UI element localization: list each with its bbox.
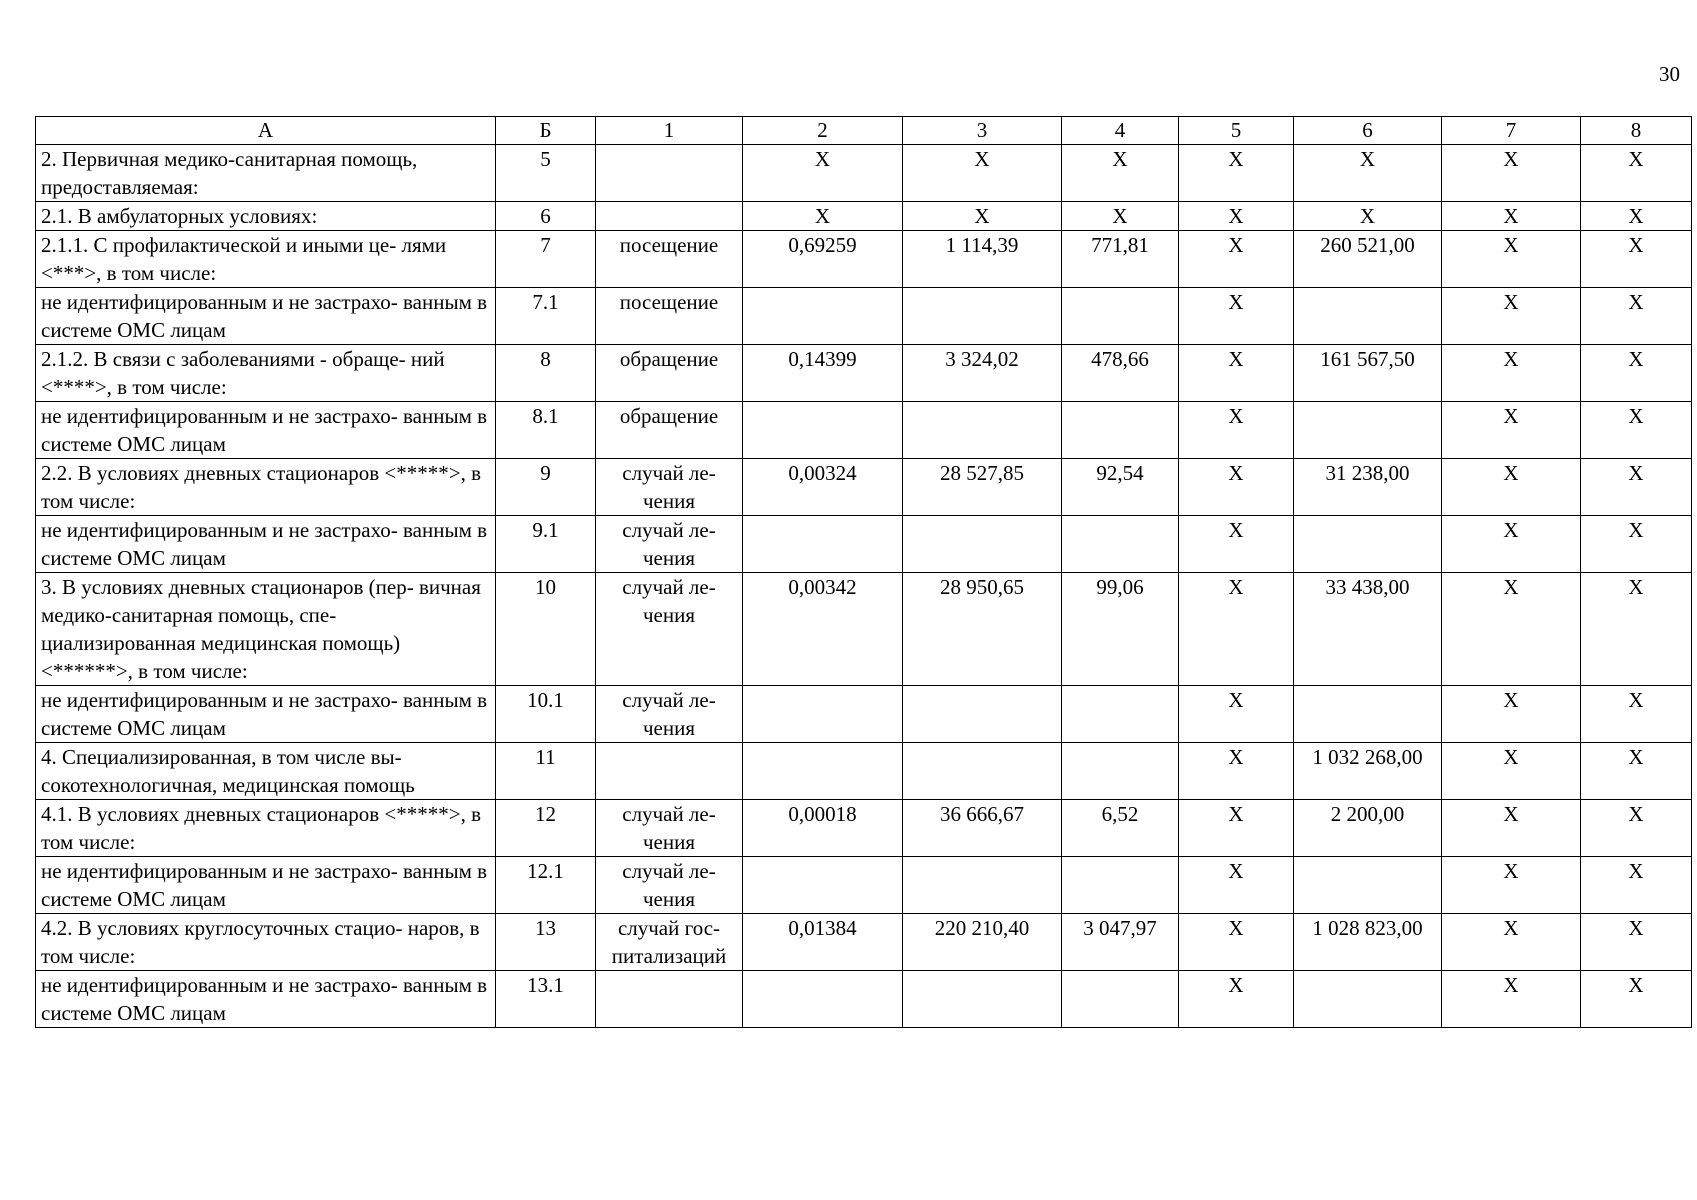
cell-total-cost: 260 521,00 [1294, 231, 1442, 288]
cell-per-capita [1062, 402, 1179, 459]
cell-col-8: Х [1581, 402, 1692, 459]
data-table [35, 116, 1692, 1028]
cell-col-5: Х [1179, 459, 1294, 516]
cell-row-label: не идентифицированным и не застрахо- ванным в системе ОМС лицам [36, 288, 496, 345]
cell-cost-per-unit [903, 288, 1062, 345]
cell-row-code: 9.1 [496, 516, 596, 573]
cell-unit: случай ле- чения [596, 516, 743, 573]
cell-unit [596, 145, 743, 202]
cell-unit: обращение [596, 402, 743, 459]
cell-row-code: 12 [496, 800, 596, 857]
cell-row-label: не идентифицированным и не застрахо- ванным в системе ОМС лицам [36, 402, 496, 459]
table-row [36, 402, 1692, 459]
cell-row-code: 7.1 [496, 288, 596, 345]
cell-row-code: 12.1 [496, 857, 596, 914]
cell-per-capita [1062, 288, 1179, 345]
cell-row-label: 2.1. В амбулаторных условиях: [36, 202, 496, 231]
cell-cost-per-unit [903, 857, 1062, 914]
cell-row-label: 4.1. В условиях дневных стационаров <*****>, в том числе: [36, 800, 496, 857]
cell-cost-per-unit: 1 114,39 [903, 231, 1062, 288]
cell-total-cost: Х [1294, 202, 1442, 231]
cell-per-capita [1062, 857, 1179, 914]
cell-volume [743, 971, 903, 1028]
cell-col-8: Х [1581, 743, 1692, 800]
table-row [36, 800, 1692, 857]
cell-col-7: Х [1442, 971, 1581, 1028]
cell-row-label: 2.2. В условиях дневных стационаров <*****>, в том числе: [36, 459, 496, 516]
header-cell-a: А [36, 117, 496, 145]
cell-col-5: Х [1179, 743, 1294, 800]
table-row [36, 516, 1692, 573]
header-cell-6: 6 [1294, 117, 1442, 145]
cell-row-code: 5 [496, 145, 596, 202]
cell-unit: обращение [596, 345, 743, 402]
cell-unit: случай ле- чения [596, 857, 743, 914]
cell-col-8: Х [1581, 971, 1692, 1028]
header-cell-7: 7 [1442, 117, 1581, 145]
cell-col-8: Х [1581, 202, 1692, 231]
cell-col-7: Х [1442, 914, 1581, 971]
cell-row-code: 10.1 [496, 686, 596, 743]
cell-col-8: Х [1581, 231, 1692, 288]
table-body [36, 117, 1692, 1028]
cell-volume [743, 743, 903, 800]
cell-per-capita: 92,54 [1062, 459, 1179, 516]
cell-col-5: Х [1179, 573, 1294, 686]
cell-col-8: Х [1581, 914, 1692, 971]
cell-total-cost [1294, 686, 1442, 743]
header-cell-8: 8 [1581, 117, 1692, 145]
cell-row-code: 13.1 [496, 971, 596, 1028]
cell-volume [743, 686, 903, 743]
cell-volume: Х [743, 202, 903, 231]
cell-col-8: Х [1581, 145, 1692, 202]
cell-row-code: 8 [496, 345, 596, 402]
cell-total-cost: 31 238,00 [1294, 459, 1442, 516]
cell-volume: 0,00324 [743, 459, 903, 516]
cell-row-code: 8.1 [496, 402, 596, 459]
cell-col-7: Х [1442, 857, 1581, 914]
cell-col-8: Х [1581, 288, 1692, 345]
cell-col-7: Х [1442, 686, 1581, 743]
header-cell-5: 5 [1179, 117, 1294, 145]
cell-col-8: Х [1581, 345, 1692, 402]
table-row [36, 914, 1692, 971]
header-cell-2: 2 [743, 117, 903, 145]
cell-col-8: Х [1581, 573, 1692, 686]
cell-row-label: 4.2. В условиях круглосуточных стацио- наров, в том числе: [36, 914, 496, 971]
cell-total-cost: 161 567,50 [1294, 345, 1442, 402]
cell-unit: случай ле- чения [596, 573, 743, 686]
cell-col-5: Х [1179, 202, 1294, 231]
cell-row-code: 9 [496, 459, 596, 516]
cell-col-7: Х [1442, 288, 1581, 345]
cell-per-capita [1062, 516, 1179, 573]
cell-col-5: Х [1179, 971, 1294, 1028]
cell-col-7: Х [1442, 573, 1581, 686]
cell-volume [743, 288, 903, 345]
cell-cost-per-unit [903, 686, 1062, 743]
cell-col-5: Х [1179, 686, 1294, 743]
cell-unit: случай ле- чения [596, 686, 743, 743]
cell-cost-per-unit [903, 743, 1062, 800]
cell-total-cost [1294, 402, 1442, 459]
header-cell-b: Б [496, 117, 596, 145]
table-row [36, 686, 1692, 743]
cell-volume [743, 402, 903, 459]
cell-col-7: Х [1442, 345, 1581, 402]
header-cell-1: 1 [596, 117, 743, 145]
table-row [36, 573, 1692, 686]
cell-per-capita [1062, 971, 1179, 1028]
table-row [36, 145, 1692, 202]
cell-col-5: Х [1179, 516, 1294, 573]
table-row [36, 202, 1692, 231]
table-row [36, 971, 1692, 1028]
cell-per-capita: 3 047,97 [1062, 914, 1179, 971]
cell-row-code: 7 [496, 231, 596, 288]
cell-cost-per-unit [903, 402, 1062, 459]
cell-volume: 0,00342 [743, 573, 903, 686]
cell-row-code: 13 [496, 914, 596, 971]
cell-row-label: не идентифицированным и не застрахо- ванным в системе ОМС лицам [36, 686, 496, 743]
table-row [36, 288, 1692, 345]
cell-per-capita: 771,81 [1062, 231, 1179, 288]
cell-col-7: Х [1442, 231, 1581, 288]
cell-col-7: Х [1442, 459, 1581, 516]
cell-cost-per-unit: 36 666,67 [903, 800, 1062, 857]
cell-row-label: не идентифицированным и не застрахо- ванным в системе ОМС лицам [36, 971, 496, 1028]
cell-total-cost [1294, 516, 1442, 573]
table-row [36, 231, 1692, 288]
cell-total-cost: 1 028 823,00 [1294, 914, 1442, 971]
cell-total-cost: 1 032 268,00 [1294, 743, 1442, 800]
cell-col-7: Х [1442, 202, 1581, 231]
cell-per-capita: 99,06 [1062, 573, 1179, 686]
cell-total-cost [1294, 857, 1442, 914]
table-row [36, 459, 1692, 516]
cell-col-8: Х [1581, 800, 1692, 857]
cell-unit [596, 971, 743, 1028]
cell-total-cost: Х [1294, 145, 1442, 202]
cell-col-7: Х [1442, 800, 1581, 857]
cell-row-code: 10 [496, 573, 596, 686]
cell-col-8: Х [1581, 686, 1692, 743]
cell-col-5: Х [1179, 914, 1294, 971]
cell-row-label: 3. В условиях дневных стационаров (пер- вичная медико-санитарная помощь, спе- циализированная медицинская помощь) <******>, в том числе: [36, 573, 496, 686]
cell-total-cost [1294, 971, 1442, 1028]
cell-cost-per-unit: Х [903, 145, 1062, 202]
cell-col-5: Х [1179, 288, 1294, 345]
cell-col-5: Х [1179, 800, 1294, 857]
cell-cost-per-unit: 28 527,85 [903, 459, 1062, 516]
cell-per-capita: Х [1062, 145, 1179, 202]
table-row [36, 743, 1692, 800]
cell-col-8: Х [1581, 857, 1692, 914]
cell-volume: 0,14399 [743, 345, 903, 402]
cell-per-capita: 478,66 [1062, 345, 1179, 402]
cell-row-label: не идентифицированным и не застрахо- ванным в системе ОМС лицам [36, 857, 496, 914]
cell-col-8: Х [1581, 516, 1692, 573]
cell-unit: случай ле- чения [596, 800, 743, 857]
cell-unit [596, 202, 743, 231]
cell-total-cost [1294, 288, 1442, 345]
cell-col-5: Х [1179, 345, 1294, 402]
cell-cost-per-unit: 3 324,02 [903, 345, 1062, 402]
cell-unit: посещение [596, 288, 743, 345]
cell-volume: Х [743, 145, 903, 202]
cell-cost-per-unit: 28 950,65 [903, 573, 1062, 686]
cell-unit: случай ле- чения [596, 459, 743, 516]
cell-row-label: не идентифицированным и не застрахо- ванным в системе ОМС лицам [36, 516, 496, 573]
cell-row-label: 2.1.2. В связи с заболеваниями - обраще- ний <****>, в том числе: [36, 345, 496, 402]
cell-row-label: 4. Специализированная, в том числе вы- сокотехнологичная, медицинская помощь [36, 743, 496, 800]
cell-unit: посещение [596, 231, 743, 288]
cell-row-label: 2.1.1. С профилактической и иными це- лями <***>, в том числе: [36, 231, 496, 288]
cell-col-5: Х [1179, 145, 1294, 202]
cell-cost-per-unit [903, 971, 1062, 1028]
cell-volume [743, 516, 903, 573]
table-row [36, 857, 1692, 914]
cell-volume [743, 857, 903, 914]
cell-cost-per-unit: 220 210,40 [903, 914, 1062, 971]
cell-col-5: Х [1179, 857, 1294, 914]
cell-volume: 0,01384 [743, 914, 903, 971]
cell-unit [596, 743, 743, 800]
cell-unit: случай гос- питализаций [596, 914, 743, 971]
cell-col-8: Х [1581, 459, 1692, 516]
page-number: 30 [1659, 62, 1680, 86]
cell-col-5: Х [1179, 231, 1294, 288]
cell-per-capita [1062, 743, 1179, 800]
cell-total-cost: 2 200,00 [1294, 800, 1442, 857]
cell-volume: 0,69259 [743, 231, 903, 288]
cell-per-capita: Х [1062, 202, 1179, 231]
header-cell-3: 3 [903, 117, 1062, 145]
cell-per-capita [1062, 686, 1179, 743]
table-header-row [36, 117, 1692, 145]
cell-row-code: 6 [496, 202, 596, 231]
cell-col-7: Х [1442, 743, 1581, 800]
cell-row-code: 11 [496, 743, 596, 800]
cell-cost-per-unit [903, 516, 1062, 573]
cell-col-7: Х [1442, 516, 1581, 573]
cell-cost-per-unit: Х [903, 202, 1062, 231]
cell-col-5: Х [1179, 402, 1294, 459]
table-row [36, 345, 1692, 402]
cell-col-7: Х [1442, 145, 1581, 202]
cell-row-label: 2. Первичная медико-санитарная помощь, предоставляемая: [36, 145, 496, 202]
cell-col-7: Х [1442, 402, 1581, 459]
header-cell-4: 4 [1062, 117, 1179, 145]
cell-volume: 0,00018 [743, 800, 903, 857]
cell-total-cost: 33 438,00 [1294, 573, 1442, 686]
cell-per-capita: 6,52 [1062, 800, 1179, 857]
